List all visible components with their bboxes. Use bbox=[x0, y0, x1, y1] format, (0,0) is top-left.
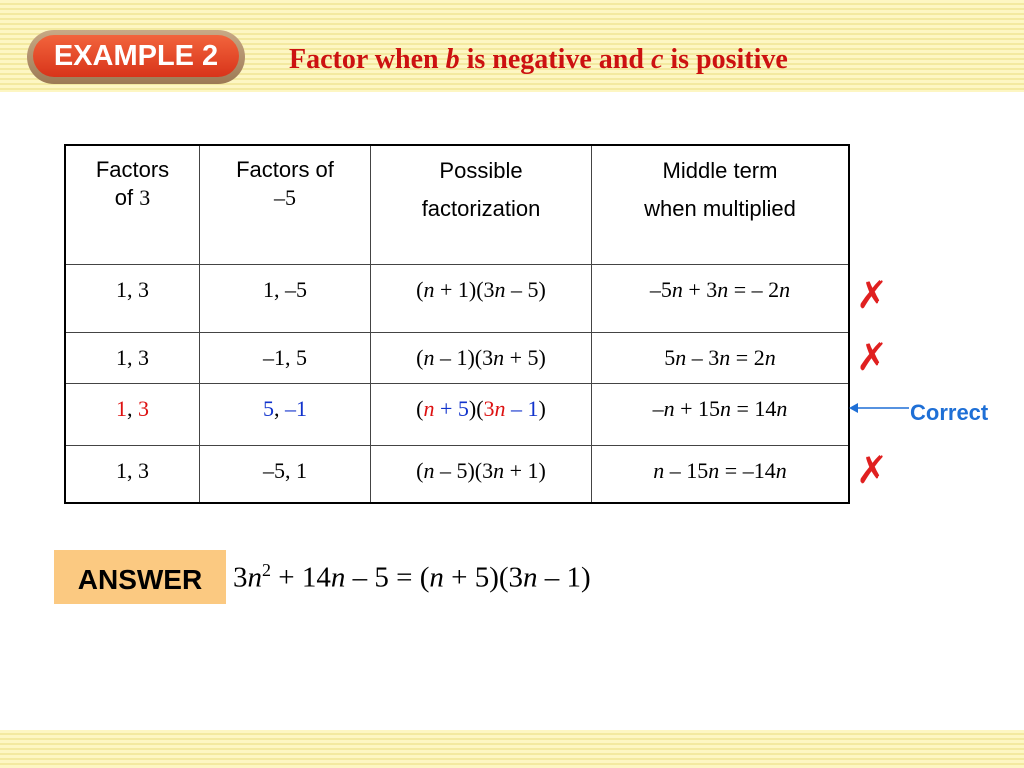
row1-factors-minus5: 1, –5 bbox=[200, 264, 371, 332]
wrong-mark-icon: ✗ bbox=[856, 273, 888, 317]
row1-middle-term: –5n + 3n = – 2n bbox=[592, 264, 850, 332]
answer-equation: $3n^2 + 14n - 5 = (n + 5)(3n - 1)$ bbox=[233, 560, 591, 594]
wrong-mark-icon: ✗ bbox=[856, 448, 888, 492]
example-badge bbox=[27, 30, 245, 84]
row2-middle-term: 5n – 3n = 2n bbox=[592, 332, 850, 383]
slide-title: Factor when b is negative and c is positive bbox=[289, 44, 788, 75]
row2-factors-3: 1, 3 bbox=[65, 332, 200, 383]
header-possible-factorization: Possible factorization bbox=[371, 145, 592, 264]
correct-label: Correct bbox=[910, 400, 989, 425]
footer-band bbox=[0, 730, 1024, 768]
table-row bbox=[65, 445, 849, 503]
row4-factorization: (n – 5)(3n + 1) bbox=[371, 445, 592, 503]
row4-factors-3: 1, 3 bbox=[65, 445, 200, 503]
left-arrow-icon bbox=[849, 398, 909, 418]
table-row bbox=[65, 332, 849, 383]
row4-factors-minus5: –5, 1 bbox=[200, 445, 371, 503]
row4-middle-term: n – 15n = –14n bbox=[592, 445, 850, 503]
row2-factors-minus5: –1, 5 bbox=[200, 332, 371, 383]
row1-factors-3: 1, 3 bbox=[65, 264, 200, 332]
wrong-mark-icon: ✗ bbox=[856, 335, 888, 379]
answer-label: ANSWER bbox=[54, 550, 226, 604]
factor-table bbox=[64, 144, 850, 504]
row3-factors-3: 1, 3 bbox=[65, 383, 200, 445]
table-header-row bbox=[65, 145, 849, 264]
row3-factorization: (n + 5)(3n – 1) bbox=[371, 383, 592, 445]
row3-factors-minus5: 5, –1 bbox=[200, 383, 371, 445]
header-middle-term: Middle term when multiplied bbox=[592, 145, 850, 264]
header-factors-of-minus5: Factors of –5 bbox=[200, 145, 371, 264]
row1-factorization: (n + 1)(3n – 5) bbox=[371, 264, 592, 332]
example-badge-label: EXAMPLE 2 bbox=[33, 35, 239, 77]
row2-factorization: (n – 1)(3n + 5) bbox=[371, 332, 592, 383]
header-factors-of-3: Factors of 3 bbox=[65, 145, 200, 264]
table-row-correct bbox=[65, 383, 849, 445]
row3-middle-term: –n + 15n = 14n bbox=[592, 383, 850, 445]
table-row bbox=[65, 264, 849, 332]
